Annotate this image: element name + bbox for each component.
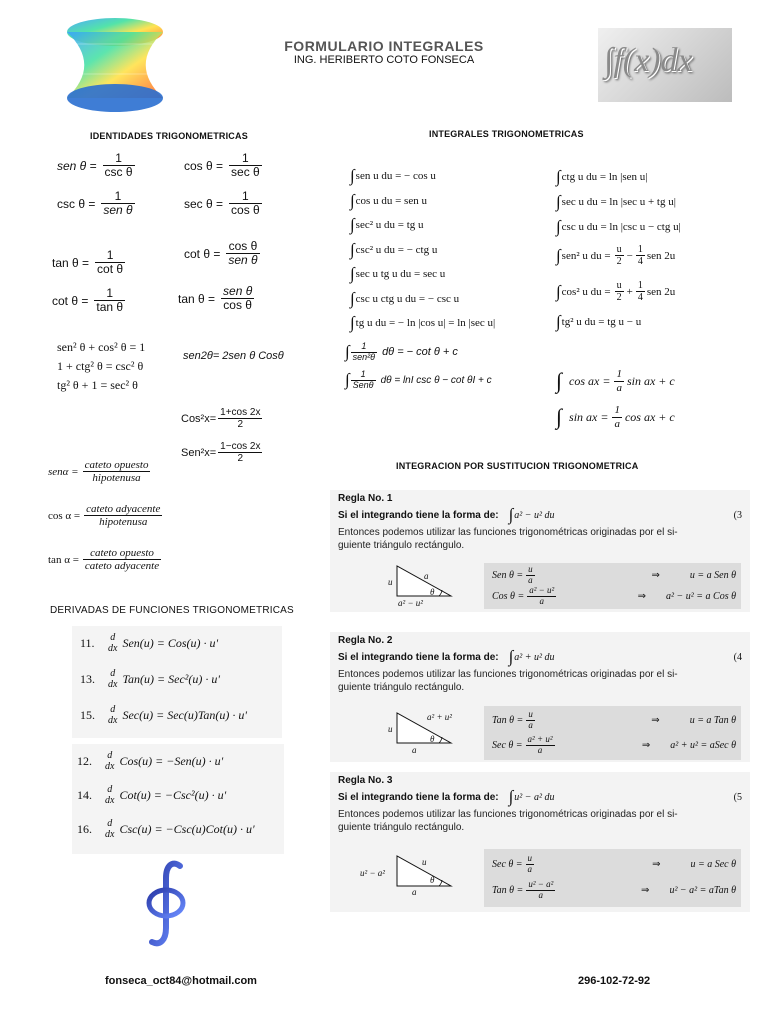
integral-sign-icon: ∫ [508,505,514,524]
identity-cos-alpha [48,503,162,528]
integral-sign-icon: ∫ [556,191,561,211]
deriv-dx: dx [108,715,118,726]
identity-tan-reciprocal [52,249,125,276]
integral-item [556,189,681,214]
regla-text-line: Entonces podemos utilizar las funciones trigonométricas originadas por el si- [338,669,678,680]
regla-text-line: Entonces podemos utilizar las funciones trigonométricas originadas por el si- [338,809,678,820]
identity-den: cos θ [231,203,260,218]
regla-number: (4 [733,651,742,663]
frac-den: 4 [637,256,643,267]
integral-sign-icon: ∫ [345,342,350,362]
regla-form-label: Si el integrando tiene la forma de: [338,791,499,803]
identity-den: hipotenusa [99,516,148,529]
integral-item [350,164,495,189]
identity-lhs: tan θ = [178,291,216,306]
regla-equation [492,710,736,731]
regla-form-label: Si el integrando tiene la forma de: [338,651,499,663]
integral-tail: dθ = lnI csc θ − cot θI + c [380,374,492,386]
derivative-formula: Cot(u) = −Csc²(u) · u' [119,787,227,802]
integral-prefix: sen² u du = [561,249,611,262]
triangle-side-label: u [388,724,393,734]
footer-phone: 296-102-72-92 [578,975,651,987]
footer-email: fonseca_oct84@hotmail.com [105,975,257,987]
derivatives-heading: DERIVADAS DE FUNCIONES TRIGONOMETRICAS [50,605,294,616]
derivative-number: 13. [80,671,95,686]
contour-integral-logo [132,856,202,950]
identity-den: csc θ [104,165,133,180]
identity-num: 1 [94,287,125,301]
integral-sign-icon: ∫ [350,288,355,308]
integral-tail: sin ax + c [626,373,675,388]
identity-num: cos θ [226,240,259,254]
regla-2-block [330,632,750,762]
identity-lhs: senα = [48,465,79,478]
implies-icon: ⇒ [652,858,661,870]
eq-rhs: u² − a² = aTan θ [669,884,736,896]
frac-den: a [538,889,544,900]
integral-operator: − [626,249,633,262]
regla-title: Regla No. 1 [338,493,393,504]
integral-sign-icon: ∫ [508,787,514,806]
deriv-dx: dx [108,643,118,654]
eq-rhs: a² + u² = aSec θ [670,739,736,751]
integral-formula: sec u tg u du = sec u [355,268,446,281]
triangle-base-label: a [412,887,417,897]
frac-num: u [528,564,533,574]
frac-den: 2 [616,292,622,303]
frac-num: 1 [616,368,622,381]
regla-title: Regla No. 3 [338,775,393,786]
identity-num: cateto opuesto [84,459,149,471]
triangle-hyp-label: u [422,857,427,867]
derivative-number: 16. [77,821,92,836]
integral-item [556,164,681,189]
implies-icon: ⇒ [641,739,651,751]
eq-lhs: Sec θ = [492,858,523,870]
integral-sin-ax [556,404,675,430]
integral-sign-icon: ∫ [556,404,563,429]
deriv-dx: dx [105,795,115,806]
identity-lhs: cot θ = [184,246,221,261]
identity-lhs: Cos²x= [181,412,217,425]
integral-formula: sec u du = ln |sec u + tg u| [561,195,676,208]
page-title: FORMULARIO INTEGRALES [284,38,484,54]
integral-sign-icon: ∫ [556,166,561,186]
implies-icon: ⇒ [641,884,650,896]
regla-form [338,647,742,667]
logo-right-text: ∫f(x)dx [604,42,693,79]
triangle-hyp-label: a [424,571,429,581]
frac-num: u [616,244,622,255]
derivative-formula: Cos(u) = −Sen(u) · u' [119,753,224,768]
frac-num: u [616,280,622,291]
frac-num: a² − u² [529,585,555,595]
derivative-item [80,668,220,690]
derivative-item [77,784,226,806]
integral-sign-icon: ∫ [350,190,355,210]
regla-form-expr: u² − a² du [514,791,555,803]
frac-num: 1 [637,280,643,291]
regla-text-line: guiente triángulo rectángulo. [338,821,465,833]
deriv-d: d [110,668,116,679]
identity-lhs: tan α = [48,553,79,566]
regla-text-line: guiente triángulo rectángulo. [338,539,465,551]
deriv-d: d [110,632,116,643]
frac-den: a [616,381,622,394]
identity-num: 1 [101,190,134,204]
identity-double-angle: sen2θ= 2sen θ Cosθ [183,350,284,362]
logo-right-image [598,28,732,102]
identity-cos [184,152,262,179]
eq-lhs: Cos θ = [492,590,525,602]
identity-num: cateto opuesto [83,547,161,560]
integral-sign-icon: ∫ [556,312,561,331]
deriv-dx: dx [105,761,115,772]
integral-sign-icon: ∫ [556,245,561,265]
eq-lhs: Tan θ = [492,884,524,896]
integral-sign-icon: ∫ [350,166,355,186]
implies-icon: ⇒ [637,590,647,602]
identity-lhs: tan θ = [52,255,90,270]
contour-integral-icon [132,856,202,950]
integral-item [350,238,495,263]
frac-num: u² − a² [528,879,554,889]
integral-tg-squared [556,312,641,332]
identity-num: 1 [229,152,262,166]
triangle-side-label: u² − a² [360,868,385,878]
identity-lhs: sen θ = [57,158,97,173]
identity-lhs: sec θ = [184,196,224,211]
identity-den: cot θ [97,262,124,277]
frac-den: 2 [616,256,622,267]
eq-lhs: Sen θ = [492,569,524,581]
identity-pythagorean-3: tg² θ + 1 = sec² θ [57,378,138,392]
derivative-formula: Csc(u) = −Csc(u)Cot(u) · u' [119,821,255,836]
integral-formula: sec² u du = tg u [355,219,424,232]
regla-equation [492,880,736,901]
implies-icon: ⇒ [651,714,660,726]
regla-form [338,787,742,807]
integral-formula: tg² u du = tg u − u [561,316,642,328]
derivative-formula: Sec(u) = Sec(u)Tan(u) · u' [122,707,247,722]
identity-tan-quotient [178,285,254,312]
frac-den: a [539,595,544,606]
integral-sign-icon: ∫ [350,239,355,259]
frac-num: u [527,853,533,863]
regla-3-block [330,772,750,912]
integral-operator: + [626,285,633,298]
integral-formula: tg u du = − ln |cos u| = ln |sec u| [355,317,496,330]
integral-formula: sen u du = − cos u [355,170,436,183]
frac-den: 4 [637,292,643,303]
deriv-dx: dx [108,679,118,690]
integral-sign-icon: ∫ [556,216,561,236]
derivative-item [77,750,223,772]
regla-number: (5 [733,791,742,803]
identity-num: sen θ [223,284,253,298]
identity-num: 1 [103,152,135,166]
regla-text-line: Entonces podemos utilizar las funciones trigonométricas originadas por el si- [338,527,678,538]
identity-lhs: csc θ = [57,196,96,211]
integral-prefix: cos² u du = [561,285,611,298]
integral-sign-icon: ∫ [350,313,355,333]
integral-tail: cos ax + c [624,409,675,424]
identity-den: 2 [237,453,244,464]
regla-equations [484,706,741,760]
eq-rhs: u = a Sen θ [689,569,736,581]
identity-den: cateto adyacente [84,560,160,573]
derivative-item [77,818,255,840]
regla-text-line: guiente triángulo rectángulo. [338,681,465,693]
integral-sen-squared [556,244,675,267]
triangle-base-label: a [412,745,417,755]
identity-cot-quotient [184,240,260,267]
triangle-hyp-label: a² + u² [427,712,452,722]
identity-den: cos θ [223,298,252,313]
identity-lhs: cot θ = [52,293,89,308]
derivative-number: 14. [77,787,92,802]
integral-item [350,287,495,312]
integral-item [350,311,495,336]
frac-num: a² + u² [527,734,553,744]
identity-den: tan θ [96,300,124,315]
regla-number: (3 [733,509,742,521]
identity-num: cateto adyacente [86,503,161,515]
derivative-number: 12. [77,753,92,768]
triangle-base-label: a² − u² [398,598,423,608]
integrals-right-list [556,164,681,239]
frac-den: a [528,719,533,730]
regla-equations [484,849,741,907]
frac-den: a [614,417,620,430]
implies-icon: ⇒ [651,569,660,581]
integral-formula: cos u du = sen u [355,194,427,207]
right-triangle-3-diagram [385,852,455,900]
identity-pythagorean-2: 1 + ctg² θ = csc² θ [57,359,144,373]
identity-num: 1−cos 2x [220,441,261,452]
deriv-dx: dx [105,829,115,840]
integrals-heading: INTEGRALES TRIGONOMETRICAS [429,129,584,139]
integral-cos-ax [556,368,675,394]
integral-tail: sen 2u [646,249,676,262]
triangle-angle-label: θ [430,875,435,885]
derivative-item [80,704,247,726]
regla-text [338,669,678,694]
regla-form [338,505,742,525]
page-subtitle: ING. HERIBERTO COTO FONSECA [293,54,475,66]
integral-sign-icon: ∫ [556,281,561,301]
identity-lhs: cos α = [48,509,81,522]
eq-rhs: u = a Sec θ [690,858,736,870]
identity-sen [57,152,135,179]
derivatives-block-2 [72,744,284,854]
frac-den: a [527,863,533,874]
regla-form-label: Si el integrando tiene la forma de: [338,509,499,521]
integral-prefix: cos ax = [569,373,611,388]
deriv-d: d [107,750,113,761]
eq-lhs: Sec θ = [492,739,523,751]
integral-sign-icon: ∫ [350,215,355,235]
regla-1-block [330,490,750,612]
derivatives-block-1 [72,626,282,738]
regla-title: Regla No. 2 [338,635,393,646]
integral-item [350,189,495,214]
integral-inv-sen-squared [345,342,458,363]
integral-sign-icon: ∫ [350,264,355,284]
integral-formula: csc u du = ln |csc u − ctg u| [561,220,681,233]
eq-rhs: u = a Tan θ [689,714,736,726]
frac-num: 1 [351,342,377,353]
frac-num: 1 [614,404,620,417]
derivative-number: 15. [80,707,95,722]
identity-lhs: Sen²x= [181,446,217,459]
derivative-number: 11. [80,635,95,650]
identity-den: sen θ [228,253,258,268]
derivative-formula: Sen(u) = Cos(u) · u' [122,635,219,650]
triangle-angle-label: θ [430,587,435,597]
identity-den: hipotenusa [92,472,141,485]
identity-lhs: cos θ = [184,158,224,173]
identity-cot-reciprocal [52,287,125,314]
frac-den: a [537,744,543,755]
regla-text [338,527,678,552]
identity-den: 2 [237,419,244,430]
integral-item [350,213,495,238]
frac-den: sen²θ [352,351,376,362]
derivative-item [80,632,218,654]
frac-den: Senθ [352,379,374,390]
integral-inv-sen [345,370,492,391]
integral-cos-squared [556,280,675,303]
integral-sign-icon: ∫ [345,370,350,390]
identity-den: sec θ [231,165,260,180]
integrals-left-list [350,164,495,336]
regla-equation [492,565,736,586]
integral-prefix: sin ax = [569,409,609,424]
regla-text [338,809,678,834]
frac-num: 1 [637,244,643,255]
integral-formula: ctg u du = ln |sen u| [561,170,648,183]
identity-csc [57,190,135,217]
identity-num: 1 [95,249,125,263]
identity-sen-alpha [48,459,150,484]
frac-den: a [528,574,533,585]
integral-sign-icon: ∫ [508,647,514,666]
integral-tail: sen 2u [646,285,676,298]
derivative-formula: Tan(u) = Sec²(u) · u' [122,671,220,686]
identity-num: 1 [229,190,262,204]
identities-heading: IDENTIDADES TRIGONOMETRICAS [90,131,248,141]
integral-formula: csc² u du = − ctg u [355,243,438,256]
deriv-d: d [107,818,113,829]
identity-den: sen θ [103,203,133,218]
eq-rhs: a² − u² = a Cos θ [666,590,736,602]
regla-form-expr: a² − u² du [514,509,555,521]
identity-cos-squared [181,407,262,430]
identity-sec [184,190,262,217]
regla-equations [484,563,741,609]
integral-formula: csc u ctg u du = − csc u [355,292,460,305]
triangle-side-label: u [388,577,393,587]
integral-item [556,214,681,239]
identity-sen-squared [181,441,262,464]
substitution-heading: INTEGRACION POR SUSTITUCION TRIGONOMETRICA [396,461,639,471]
eq-lhs: Tan θ = [492,714,524,726]
deriv-d: d [110,704,116,715]
integral-item [350,262,495,287]
integral-tail: dθ = − cot θ + c [382,346,458,359]
frac-num: u [528,709,533,719]
regla-equation [492,854,736,875]
identity-num: 1+cos 2x [220,407,261,418]
regla-form-expr: a² + u² du [514,651,555,663]
frac-num: 1 [351,370,376,381]
identity-tan-alpha [48,547,161,572]
regla-equation [492,586,736,607]
deriv-d: d [107,784,113,795]
integral-sign-icon: ∫ [556,368,563,393]
identity-pythagorean-1: sen² θ + cos² θ = 1 [57,340,146,354]
triangle-angle-label: θ [430,734,435,744]
regla-equation [492,735,736,756]
